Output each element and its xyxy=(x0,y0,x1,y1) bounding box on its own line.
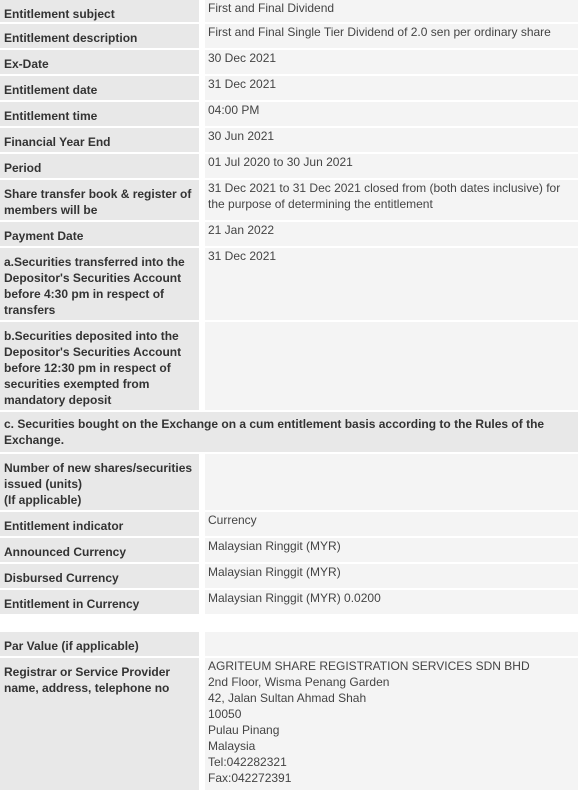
row-label-cell xyxy=(0,248,205,322)
row-value-cell xyxy=(205,658,578,792)
row-label-cell xyxy=(0,512,205,538)
row-label-cell xyxy=(0,538,205,564)
row-label: Ex-Date xyxy=(4,57,49,71)
row-label: Announced Currency xyxy=(4,545,127,559)
row-label-cell xyxy=(0,590,205,616)
row-value-cell xyxy=(205,512,578,538)
table-row xyxy=(0,454,578,512)
row-label: Entitlement date xyxy=(4,83,98,97)
row-value-cell xyxy=(205,222,578,248)
row-label: Disbursed Currency xyxy=(4,571,119,585)
row-value: 04:00 PM xyxy=(208,103,260,117)
row-value: 30 Dec 2021 xyxy=(208,51,277,65)
row-label-cell xyxy=(0,128,205,154)
table-row xyxy=(0,50,578,76)
row-label: Par Value (if applicable) xyxy=(4,639,139,653)
row-value-cell xyxy=(205,564,578,590)
table-row xyxy=(0,632,578,658)
row-label-cell xyxy=(0,222,205,248)
row-value: 01 Jul 2020 to 30 Jun 2021 xyxy=(208,155,353,169)
row-value: 21 Jan 2022 xyxy=(208,223,275,237)
table-row xyxy=(0,180,578,222)
row-value: Currency xyxy=(208,513,257,527)
row-value-cell xyxy=(205,632,578,658)
table-row xyxy=(0,76,578,102)
table-row xyxy=(0,154,578,180)
row-label-cell xyxy=(0,102,205,128)
table-row xyxy=(0,248,578,322)
row-label: Entitlement indicator xyxy=(4,519,124,533)
table-row xyxy=(0,564,578,590)
row-value: 31 Dec 2021 to 31 Dec 2021 closed from (both dates inclusive) for the purpose of determining the entitlement xyxy=(208,181,561,211)
row-value: First and Final Single Tier Dividend of 2.0 sen per ordinary share xyxy=(208,25,551,39)
row-label: b.Securities deposited into the Depositor's Securities Account before 12:30 pm in respect of securities exempted from mandatory deposit xyxy=(4,329,182,407)
row-value-cell xyxy=(205,590,578,616)
row-value-cell xyxy=(205,322,578,412)
row-label-cell xyxy=(0,322,205,412)
table-row xyxy=(0,24,578,50)
row-label: Entitlement description xyxy=(4,31,138,45)
row-value: Malaysian Ringgit (MYR) xyxy=(208,565,341,579)
row-value-cell xyxy=(205,102,578,128)
registrar-details: AGRITEUM SHARE REGISTRATION SERVICES SDN BHD 2nd Floor, Wisma Penang Garden 42, Jalan Sultan Ahmad Shah 10050 Pulau Pinang Malaysia Tel:042282321 Fax:042272391 xyxy=(208,659,530,785)
row-value: First and Final Dividend xyxy=(208,1,335,15)
table-row-full xyxy=(0,412,578,454)
row-value-cell xyxy=(205,180,578,222)
row-label-cell xyxy=(0,454,205,512)
row-value: Malaysian Ringgit (MYR) xyxy=(208,539,341,553)
spacer-cell xyxy=(0,616,578,632)
table-row xyxy=(0,322,578,412)
row-value: 31 Dec 2021 xyxy=(208,77,277,91)
row-value-cell xyxy=(205,0,578,24)
row-value-cell xyxy=(205,538,578,564)
table-row xyxy=(0,128,578,154)
row-label: Registrar or Service Provider name, address, telephone no xyxy=(4,665,171,695)
table-row xyxy=(0,222,578,248)
row-label-cell xyxy=(0,24,205,50)
row-label: Financial Year End xyxy=(4,135,111,149)
row-label: a.Securities transferred into the Depositor's Securities Account before 4:30 pm in respect of transfers xyxy=(4,255,185,317)
row-label: Entitlement in Currency xyxy=(4,597,140,611)
table-row xyxy=(0,538,578,564)
table-row xyxy=(0,658,578,792)
row-label-cell xyxy=(0,0,205,24)
row-label-cell xyxy=(0,632,205,658)
row-label-cell xyxy=(0,658,205,792)
row-value-cell xyxy=(205,76,578,102)
table-row xyxy=(0,512,578,538)
row-label: Number of new shares/securities issued (units) (If applicable) xyxy=(4,461,193,507)
row-value-cell xyxy=(205,24,578,50)
table-row xyxy=(0,102,578,128)
row-label: Payment Date xyxy=(4,229,84,243)
row-label-cell xyxy=(0,154,205,180)
row-value: 30 Jun 2021 xyxy=(208,129,275,143)
table-spacer xyxy=(0,616,578,632)
row-value-cell xyxy=(205,128,578,154)
row-value: 31 Dec 2021 xyxy=(208,249,277,263)
table-row xyxy=(0,0,578,24)
row-label-cell xyxy=(0,50,205,76)
row-value-cell xyxy=(205,248,578,322)
row-label-cell xyxy=(0,76,205,102)
row-value: Malaysian Ringgit (MYR) 0.0200 xyxy=(208,591,381,605)
row-label: Entitlement time xyxy=(4,109,98,123)
row-label-cell xyxy=(0,564,205,590)
full-width-cell xyxy=(0,412,578,454)
row-value-cell xyxy=(205,454,578,512)
cum-entitlement-note: c. Securities bought on the Exchange on a cum entitlement basis according to the Rules of the Exchange. xyxy=(4,417,545,447)
row-value-cell xyxy=(205,154,578,180)
row-value-cell xyxy=(205,50,578,76)
row-label: Share transfer book & register of members will be xyxy=(4,187,192,217)
row-label: Period xyxy=(4,161,42,175)
row-label: Entitlement subject xyxy=(4,7,115,21)
table-row xyxy=(0,590,578,616)
row-label-cell xyxy=(0,180,205,222)
